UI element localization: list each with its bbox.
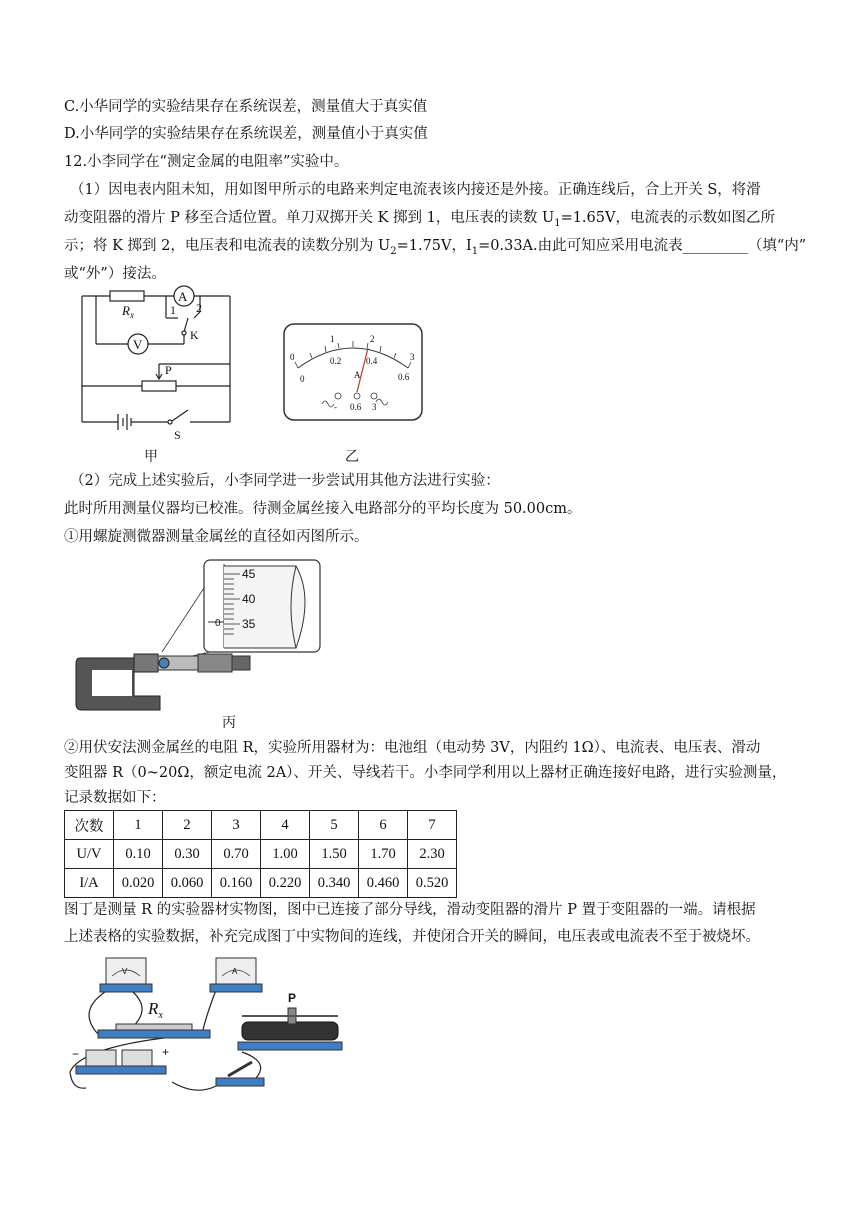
bottom-tick-02: 0.2 (330, 356, 342, 366)
contact-1-label: 1 (170, 303, 176, 317)
unit-label: A (354, 370, 361, 380)
table-cell: U/V (65, 840, 114, 869)
part3-line2: 变阻器 R（0~20Ω，额定电流 2A）、开关、导线若干。小李同学利用以上器材正确连接好电路，进行实验测量， (64, 765, 787, 781)
slider-p-label: P (165, 363, 172, 377)
apparatus-ding (66, 950, 366, 1095)
scale-zero: 0 (215, 618, 221, 629)
scale-45: 45 (242, 567, 256, 581)
top-tick-0: 0 (290, 352, 295, 362)
part3-line3: 记录数据如下： (64, 790, 166, 806)
micrometer-bing (74, 558, 324, 718)
top-tick-1: 1 (330, 334, 335, 344)
table-cell: 2.30 (408, 840, 457, 869)
table-cell: 0.460 (359, 869, 408, 898)
contact-2-label: 2 (196, 301, 202, 315)
table-cell: 1.50 (310, 840, 359, 869)
question-title: 12.小李同学在“测定金属的电阻率”实验中。 (64, 154, 349, 170)
slider-p-label-ding: P (288, 991, 297, 1005)
data-table (64, 810, 457, 898)
table-cell: 0.060 (163, 869, 212, 898)
table-cell: I/A (65, 869, 114, 898)
table-cell: 1 (114, 811, 163, 840)
option-c: C.小华同学的实验结果存在系统误差，测量值大于真实值 (64, 99, 428, 115)
rx-label-ding: $R_x$ (148, 999, 163, 1021)
table-cell: 2 (163, 811, 212, 840)
part1-line2: 动变阻器的滑片 P 移至合适位置。单刀双掷开关 K 掷到 1，电压表的读数 $U_1=1.65V$，电流表的示数如图乙所 (64, 210, 775, 229)
rx-label: $R_x$ (122, 303, 134, 320)
table-row (65, 840, 457, 869)
switch-s-label: S (174, 428, 181, 442)
top-tick-2: 2 (370, 334, 375, 344)
switch-k-label: K (190, 328, 199, 342)
table-cell: 0.10 (114, 840, 163, 869)
table-cell: 5 (310, 811, 359, 840)
terminal-minus: - (334, 402, 337, 412)
table-cell: 0.020 (114, 869, 163, 898)
ammeter-label-ding: A (232, 967, 238, 976)
table-cell: 次数 (65, 811, 114, 840)
table-cell: 0.70 (212, 840, 261, 869)
table-cell: 0.340 (310, 869, 359, 898)
table-row (65, 869, 457, 898)
terminal-06: 0.6 (350, 402, 362, 412)
table-cell: 3 (212, 811, 261, 840)
voltmeter-label-ding: V (122, 967, 128, 976)
bottom-tick-04: 0.4 (366, 356, 378, 366)
ammeter-label: A (178, 289, 188, 304)
part1-line4: 或“外”）接法。 (64, 266, 166, 282)
table-row (65, 811, 457, 840)
part2-line1: （2）完成上述实验后，小李同学进一步尝试用其他方法进行实验： (70, 473, 500, 489)
part3-line1: ②用伏安法测金属丝的电阻 R，实验所用器材为：电池组（电动势 3V，内阻约 1Ω）、电流表、电压表、滑动 (64, 740, 761, 756)
part1-line1: （1）因电表内阻未知，用如图甲所示的电路来判定电流表该内接还是外接。正确连线后，合上开关 S，将滑 (70, 182, 761, 198)
caption-jia: 甲 (144, 449, 158, 465)
terminal-3: 3 (372, 402, 377, 412)
caption-yi: 乙 (345, 449, 359, 465)
table-cell: 1.70 (359, 840, 408, 869)
bottom-tick-0: 0 (300, 374, 305, 384)
top-tick-3: 3 (410, 352, 415, 362)
table-cell: 6 (359, 811, 408, 840)
battery-plus: + (162, 1045, 170, 1059)
part4-line1: 图丁是测量 R 的实验器材实物图，图中已连接了部分导线，滑动变阻器的滑片 P 置于变阻器的一端。请根据 (64, 902, 756, 918)
circuit-diagram-jia (70, 282, 250, 442)
bottom-tick-06: 0.6 (398, 372, 410, 382)
part2-line2: 此时所用测量仪器均已校准。待测金属丝接入电路部分的平均长度为 50.00cm。 (64, 501, 582, 517)
battery-minus: − (72, 1047, 80, 1061)
option-d: D.小华同学的实验结果存在系统误差，测量值小于真实值 (64, 126, 428, 142)
scale-35: 35 (242, 617, 256, 631)
ammeter-dial-yi (282, 322, 424, 422)
part4-line2: 上述表格的实验数据，补充完成图丁中实物间的连线，并使闭合开关的瞬间，电压表或电流表不至于被烧坏。 (64, 929, 760, 945)
voltmeter-label: V (133, 337, 143, 352)
scale-40: 40 (242, 592, 256, 606)
table-cell: 0.220 (261, 869, 310, 898)
caption-bing: 丙 (222, 715, 236, 731)
table-cell: 7 (408, 811, 457, 840)
table-cell: 1.00 (261, 840, 310, 869)
table-cell: 0.520 (408, 869, 457, 898)
part2-line3: ①用螺旋测微器测量金属丝的直径如丙图所示。 (64, 529, 369, 545)
table-cell: 0.160 (212, 869, 261, 898)
table-cell: 0.30 (163, 840, 212, 869)
part1-line3: 示；将 K 掷到 2，电压表和电流表的读数分别为 $U_2=1.75V$，$I_1=0.33A$.由此可知应采用电流表_________（填“内” (64, 238, 807, 257)
table-cell: 4 (261, 811, 310, 840)
